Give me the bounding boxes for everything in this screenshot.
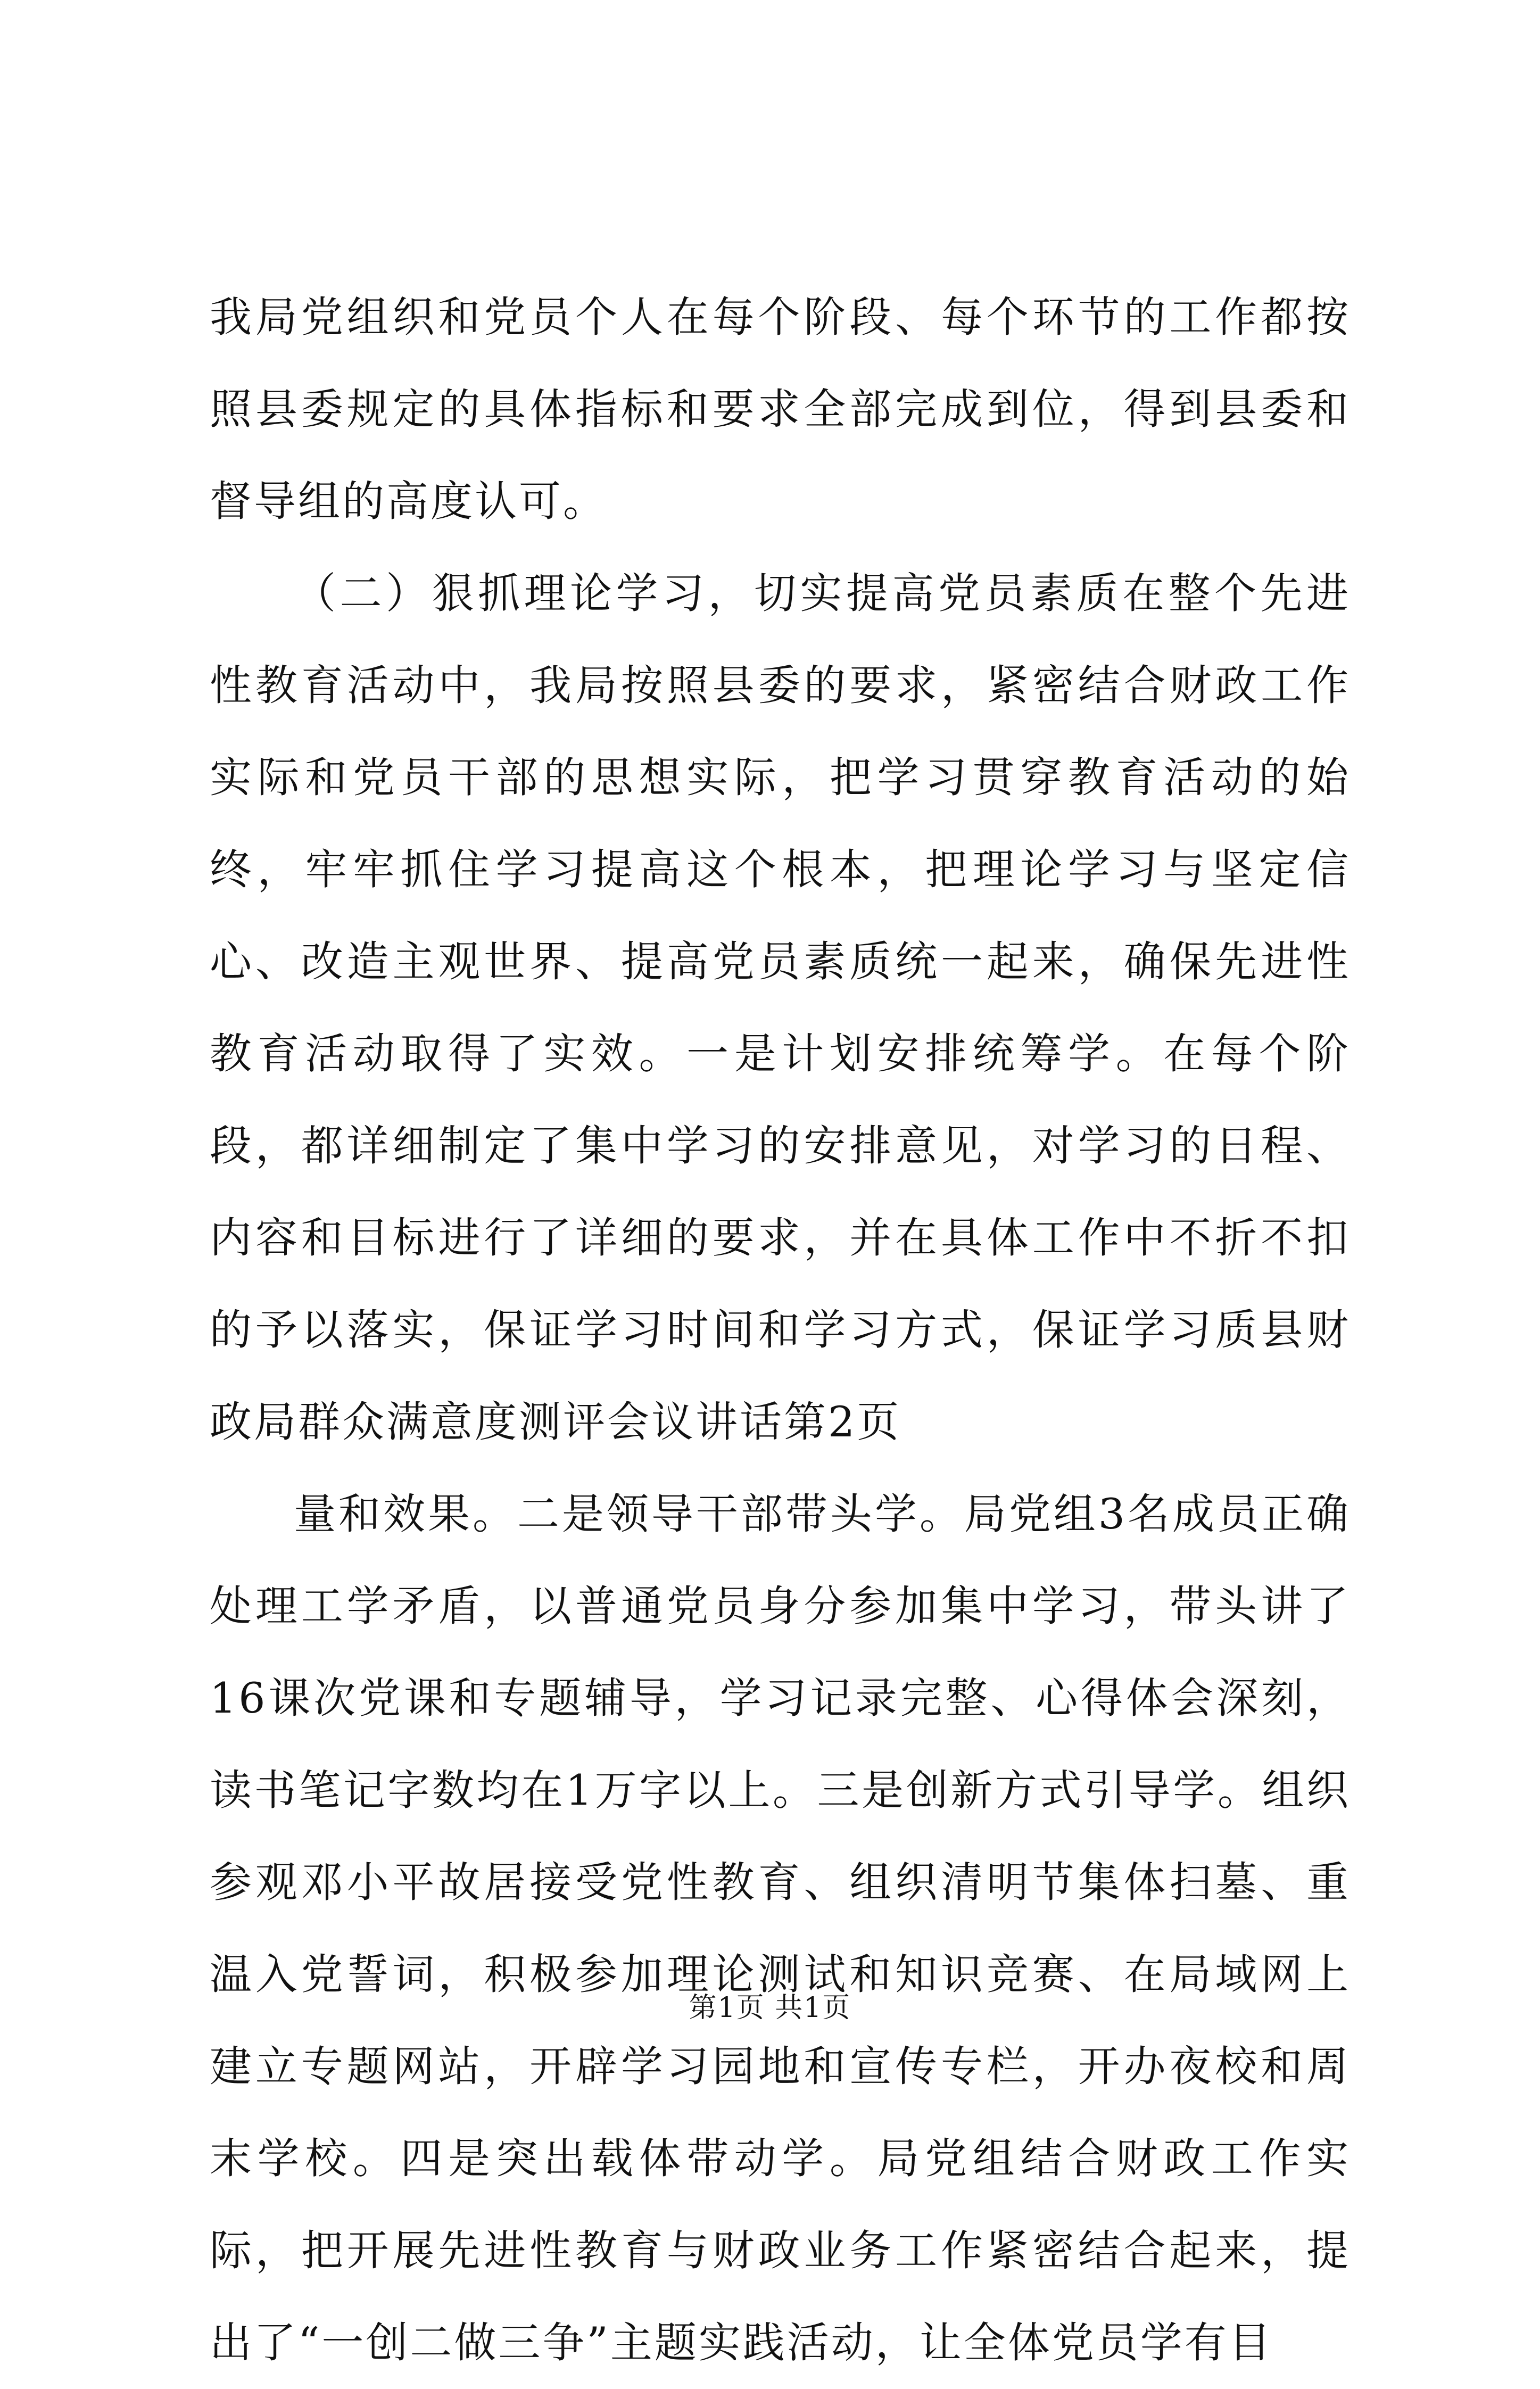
paragraph-study-methods: 量和效果。二是领导干部带头学。局党组3名成员正确处理工学矛盾，以普通党员身分参加集中学习，带头讲了16课次党课和专题辅导，学习记录完整、心得体会深刻，读书笔记字数均在1万字以上。三是创新方式引导学。组织参观邓小平故居接受党性教育、组织清明节集体扫墓、重温入党誓词，积极参加理论测试和知识竞赛、在局域网上建立专题网站，开辟学习园地和宣传专栏，开办夜校和周末学校。四是突出载体带动学。局党组结合财政工作实际，把开展先进性教育与财政业务工作紧密结合起来，提出了“一创二做三争”主题实践活动，让全体党员学有目 (210, 1490, 1351, 2367)
page-footer: 第1页 共1页 (689, 1992, 851, 2024)
document-body (210, 271, 1351, 2389)
paragraph-continuation: 我局党组织和党员个人在每个阶段、每个环节的工作都按照县委规定的具体指标和要求全部完成到位，得到县委和督导组的高度认可。 (210, 293, 1351, 526)
paragraph-theory-study: （二）狠抓理论学习，切实提高党员素质在整个先进性教育活动中，我局按照县委的要求，紧密结合财政工作实际和党员干部的思想实际，把学习贯穿教育活动的始终，牢牢抓住学习提高这个根本，把理论学习与坚定信心、改造主观世界、提高党员素质统一起来，确保先进性教育活动取得了实效。一是计划安排统筹学。在每个阶段，都详细制定了集中学习的安排意见，对学习的日程、内容和目标进行了详细的要求，并在具体工作中不折不扣的予以落实，保证学习时间和学习方式，保证学习质县财政局群众满意度测评会议讲话第2页 (210, 569, 1351, 1446)
